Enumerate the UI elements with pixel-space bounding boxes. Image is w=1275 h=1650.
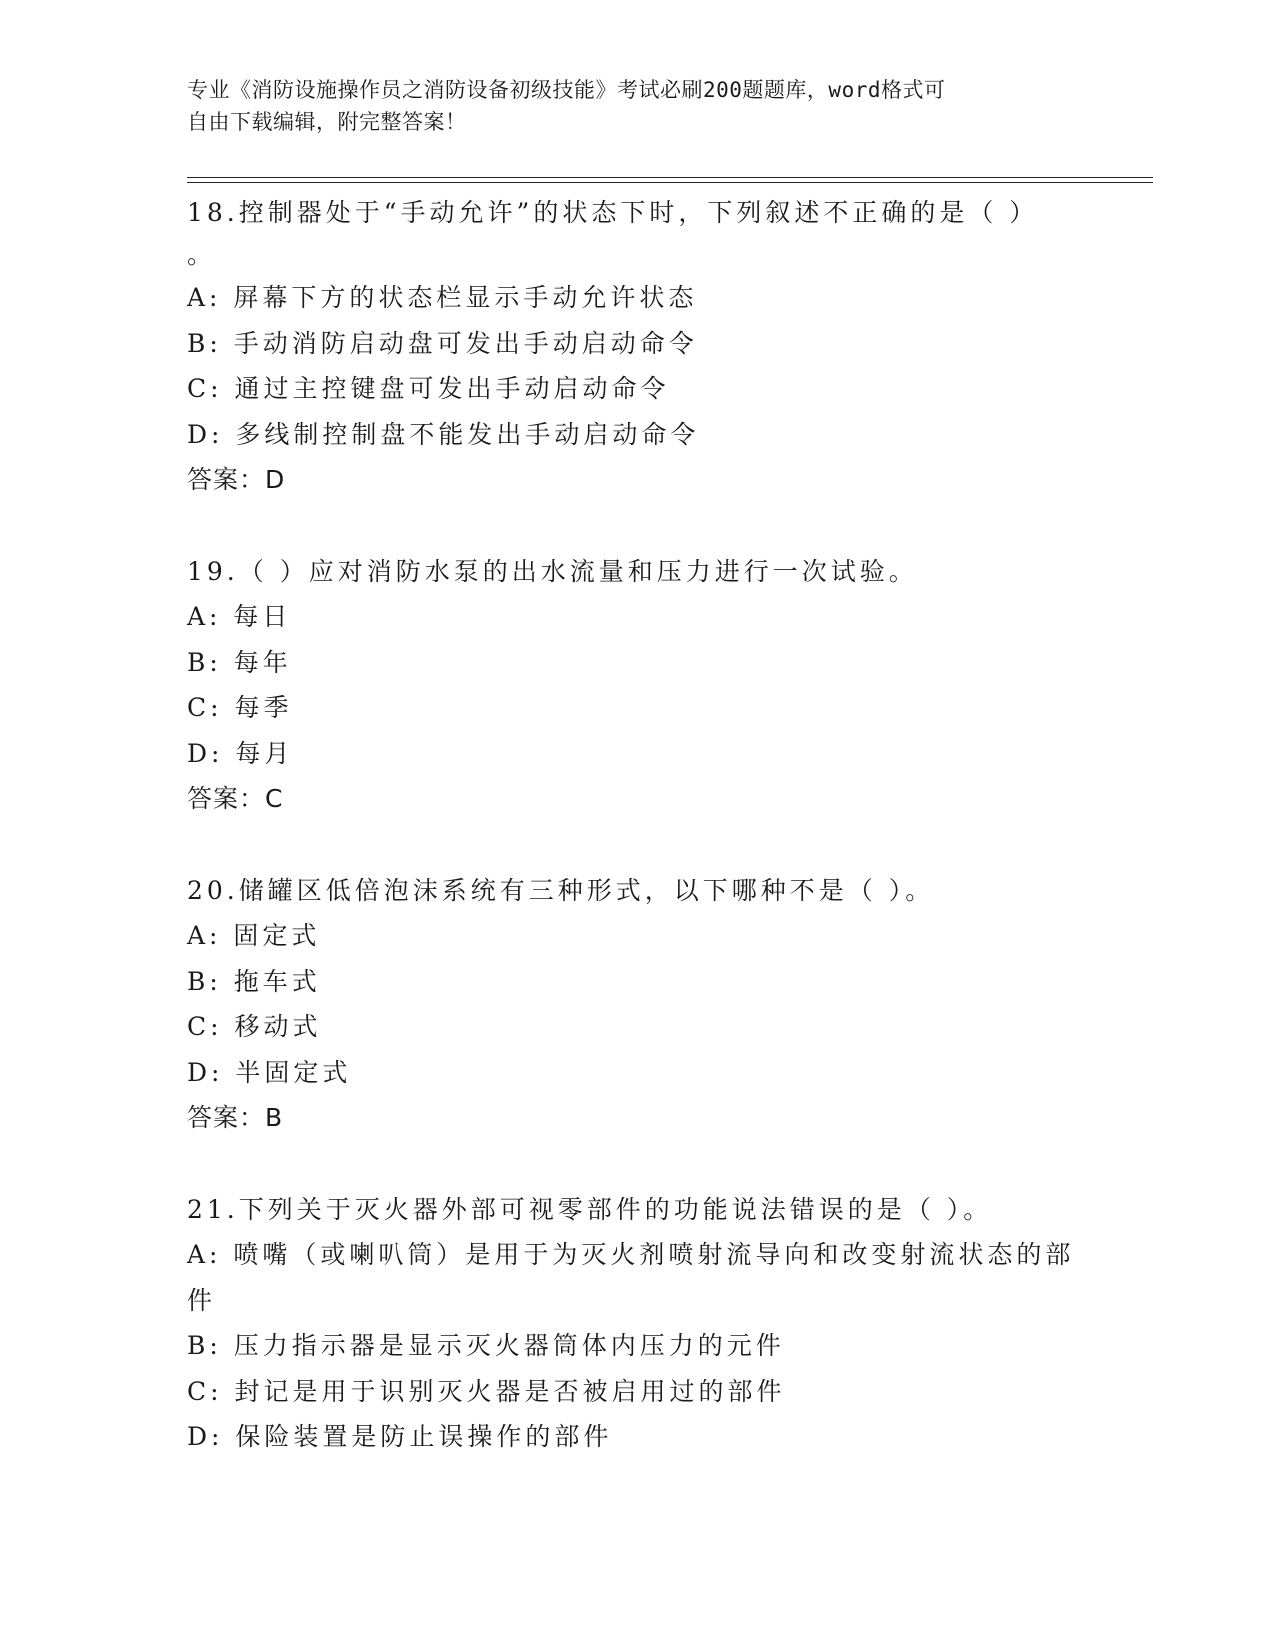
option-a: A: 屏幕下方的状态栏显示手动允许状态: [187, 283, 698, 312]
question-21: [187, 1187, 1087, 1460]
question-text: 20.储罐区低倍泡沫系统有三种形式，以下哪种不是（ ）。: [187, 876, 935, 905]
answer-18: 答案：D: [187, 465, 286, 494]
option-a: A: 固定式: [187, 921, 321, 950]
document-header: [187, 74, 1067, 138]
option-d: D: 多线制控制盘不能发出手动启动命令: [187, 419, 700, 449]
question-text: 19.（ ）应对消防水泵的出水流量和压力进行一次试验。: [187, 557, 918, 586]
option-b: B: 拖车式: [187, 966, 321, 996]
option-d: D: 每月: [187, 738, 294, 768]
header-line-1: 专业《消防设施操作员之消防设备初级技能》考试必刷200题题库，word格式可: [187, 78, 946, 102]
option-a: A: 每日: [187, 602, 292, 631]
option-a: A: 喷嘴（或喇叭筒）是用于为灭火剂喷射流导向和改变射流状态的部: [187, 1240, 1075, 1269]
option-c: C: 移动式: [187, 1012, 322, 1041]
option-d: D: 半固定式: [187, 1057, 352, 1087]
header-divider-bottom: [187, 182, 1153, 183]
question-text-continuation: 。: [187, 240, 217, 269]
question-text: 18.控制器处于“手动允许”的状态下时，下列叙述不正确的是（ ）: [187, 198, 1039, 227]
option-c: C: 通过主控键盘可发出手动启动命令: [187, 374, 670, 403]
question-19: [187, 549, 1087, 776]
question-20: [187, 868, 1087, 1095]
option-b: B: 每年: [187, 647, 292, 677]
option-c: C: 每季: [187, 693, 293, 722]
option-a-continuation: 件: [187, 1285, 217, 1315]
option-d: D: 保险装置是防止误操作的部件: [187, 1422, 613, 1451]
option-b: B: 压力指示器是显示灭火器筒体内压力的元件: [187, 1331, 785, 1360]
header-line-2: 自由下载编辑，附完整答案！: [187, 110, 467, 134]
header-divider-top: [187, 177, 1153, 178]
question-18: [187, 190, 1087, 457]
option-c: C: 封记是用于识别灭火器是否被启用过的部件: [187, 1376, 786, 1406]
answer-19: 答案：C: [187, 784, 284, 813]
option-b: B: 手动消防启动盘可发出手动启动命令: [187, 328, 698, 358]
question-text: 21.下列关于灭火器外部可视零部件的功能说法错误的是（ ）。: [187, 1195, 993, 1224]
question-list: [187, 190, 1087, 1460]
answer-20: 答案：B: [187, 1103, 284, 1132]
